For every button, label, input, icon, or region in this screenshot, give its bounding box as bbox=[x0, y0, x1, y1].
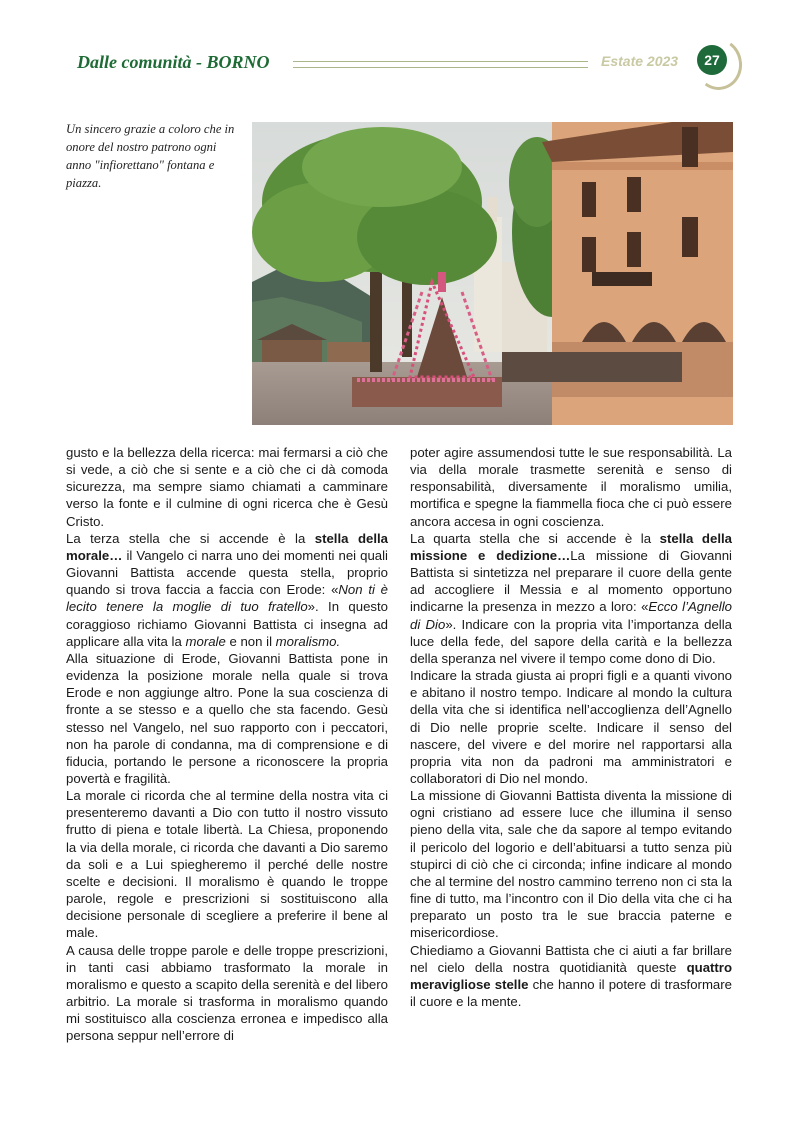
photo-caption: Un sincero grazie a coloro che in onore del nostro patrono ogni anno "infiorettano" fontana e piazza. bbox=[66, 122, 235, 190]
article-paragraph: Chiediamo a Giovanni Battista che ci aiuti a far brillare nel cielo della nostra quotidianità queste quattro meravigliose stelle che hanno il potere di trasformare il cuore e la mente. bbox=[410, 942, 732, 1009]
article-column-right bbox=[410, 444, 732, 1010]
article-paragraph: Alla situazione di Erode, Giovanni Battista pone in evidenza la posizione morale nella quale si trova Erode e non aggiunge altro. Pone la sua coscienza di fronte a se stesso e a quello che sta facendo. Gesù stesso nel Vangelo, nel suo rapporto con i peccatori, non ha parole di condanna, ma di comprensione e di fiducia, portando le persone a riconoscere la propria povertà e fragilità. bbox=[66, 650, 388, 786]
bold-highlight: stella della morale… bbox=[66, 530, 388, 563]
page-number-badge: 27 bbox=[697, 45, 727, 75]
page-header bbox=[0, 0, 800, 100]
article-column-left bbox=[66, 444, 388, 1044]
article-paragraph: La terza stella che si accende è la stella della morale… il Vangelo ci narra uno dei momenti nei quali Giovanni Battista accende questa stella, proprio quando si trova faccia a faccia con Erode: «Non ti è lecito tenere la moglie di tuo fratello». In questo coraggioso richiamo Giovanni Battista ci insegna ad applicare alla vita la morale e non il moralismo. bbox=[66, 530, 388, 649]
town-square-photo bbox=[252, 122, 733, 425]
issue-label: Estate 2023 bbox=[601, 53, 679, 69]
article-paragraph: Indicare la strada giusta ai propri figli e a quanti vivono e abitano il nostro tempo. Indicare al mondo la cultura della vita che si identifica nell’accoglienza dell’Agnello di Dio nelle proprie scelte. Indicare il senso del nascere, del vivere e del morire nel rapportarsi alla propria vita non da padroni ma amministratori e collaboratori di Dio nel mondo. bbox=[410, 668, 732, 786]
article-paragraph: gusto e la bellezza della ricerca: mai fermarsi a ciò che si vede, a ciò che si sente e a ciò che ci dà comoda sicurezza, ma sempre siamo chiamati a camminare verso la fonte e il culmine di ogni ricerca che è Gesù Cristo. bbox=[66, 445, 388, 529]
section-title: Dalle comunità - BORNO bbox=[77, 52, 270, 72]
header-rule bbox=[293, 61, 588, 68]
article-paragraph: A causa delle troppe parole e delle troppe prescrizioni, in tanti casi abbiamo trasformato la morale in moralismo e questo a scapito della serenità e del libero arbitrio. La morale si trasforma in moralismo quando mi sostituisco alla coscienza erronea e impedisco alla persona seppur nell’errore di bbox=[66, 942, 388, 1044]
bold-highlight: quattro meravigliose stelle bbox=[410, 959, 732, 992]
article-paragraph: La morale ci ricorda che al termine della nostra vita ci presenteremo davanti a Dio con tutto il nostro vissuto frutto di piena e totale libertà. La Chiesa, proponendo la via della morale, ci ricorda che davanti a Dio saremo da soli e a Lui spiegheremo il perché delle nostre scelte e decisioni. Il moralismo è quando le troppe parole, regole e prescrizioni si sostituiscono alla decisione personale di scegliere a preferire il bene al male. bbox=[66, 788, 388, 941]
article-paragraph: La missione di Giovanni Battista diventa la missione di ogni cristiano ad essere luce che illumina il senso pieno della vita, sale che da sapore al tempo evitando il pericolo del logorio e dell’abituarsi a tutto senza più stupirci di ciò che ci circonda; infine indicare al mondo che al termine del nostro cammino terreno non ci sta la fine di tutto, ma l’incontro con il Dio della vita che ci ha preparato un posto tra le sue braccia paterne e misericordiose. bbox=[410, 788, 732, 941]
italic-quote: Ecco l’Agnello di Dio bbox=[410, 599, 732, 632]
article-paragraph: La quarta stella che si accende è la stella della missione e dedizione…La missione di Giovanni Battista si sintetizza nel preparare il cuore della gente ad accogliere il Messia e al momento opportuno indicarne la presenza in mezzo a loro: «Ecco l’Agnello di Dio». Indicare con la propria vita l’importanza della luce della fede, del sapore della carità e la bellezza della speranza nel vivere il tempo come dono di Dio. bbox=[410, 530, 733, 666]
bold-highlight: stella della missione e dedizione… bbox=[410, 530, 732, 563]
article-paragraph: poter agire assumendosi tutte le sue responsabilità. La via della morale trasmette serenità e senso di responsabilità, diversamente il moralismo umilia, mortifica e spegne la fiammella fioca che ci può essere ancora accesa in ogni coscienza. bbox=[410, 445, 732, 529]
italic-quote: Non ti è lecito tenere la moglie di tuo fratello bbox=[66, 582, 388, 615]
